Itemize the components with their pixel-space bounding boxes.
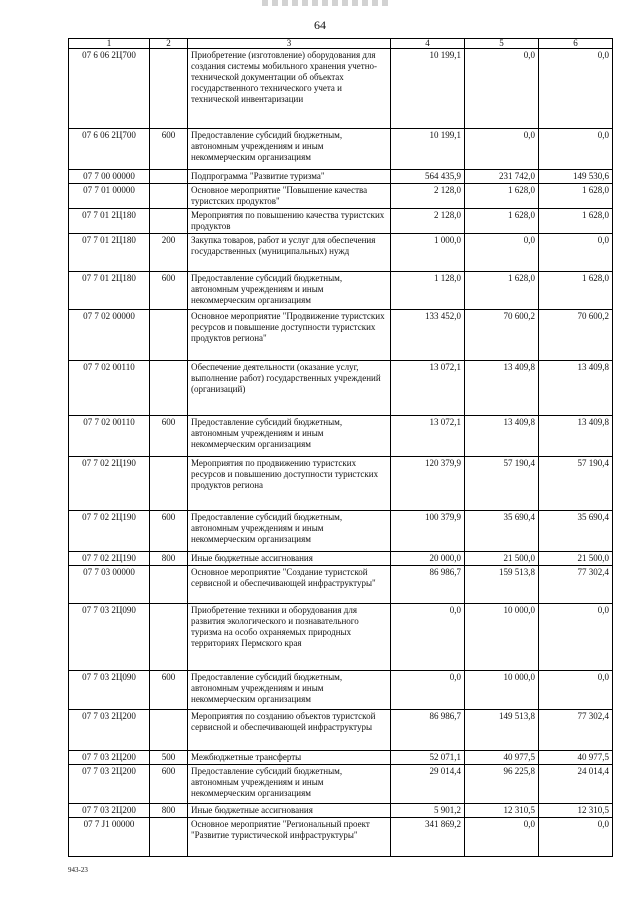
row-value-2022: 40 977,5 xyxy=(539,751,613,765)
page-number: 64 xyxy=(314,18,326,32)
row-value-2022: 77 302,4 xyxy=(539,710,613,751)
row-value-2020: 86 986,7 xyxy=(391,710,465,751)
row-value-2022: 70 600,2 xyxy=(539,310,613,361)
row-expense-type: 600 xyxy=(150,671,188,710)
row-code: 07 7 02 2Ц190 xyxy=(69,457,150,511)
row-value-2020: 0,0 xyxy=(391,604,465,671)
row-value-2020: 133 452,0 xyxy=(391,310,465,361)
row-expense-type: 800 xyxy=(150,552,188,566)
row-name: Подпрограмма "Развитие туризма" xyxy=(188,170,391,184)
row-value-2022: 24 014,4 xyxy=(539,765,613,804)
row-name: Основное мероприятие "Продвижение туристских ресурсов и повышение доступности туристских продуктов региона" xyxy=(188,310,391,361)
table-row xyxy=(69,604,613,671)
row-expense-type xyxy=(150,310,188,361)
row-value-2021: 10 000,0 xyxy=(465,671,539,710)
row-value-2021: 1 628,0 xyxy=(465,184,539,209)
row-value-2020: 564 435,9 xyxy=(391,170,465,184)
row-expense-type: 600 xyxy=(150,416,188,457)
row-expense-type xyxy=(150,604,188,671)
table-row xyxy=(69,552,613,566)
row-name: Закупка товаров, работ и услуг для обеспечения государственных (муниципальных) нужд xyxy=(188,234,391,272)
row-value-2022: 0,0 xyxy=(539,49,613,129)
row-value-2022: 57 190,4 xyxy=(539,457,613,511)
row-value-2021: 0,0 xyxy=(465,49,539,129)
row-code: 07 6 06 2Ц700 xyxy=(69,129,150,170)
table-header xyxy=(69,39,613,49)
row-value-2020: 10 199,1 xyxy=(391,129,465,170)
row-value-2022: 1 628,0 xyxy=(539,184,613,209)
table-row xyxy=(69,49,613,129)
row-code: 07 7 03 2Ц090 xyxy=(69,671,150,710)
row-expense-type: 600 xyxy=(150,129,188,170)
row-code: 07 7 03 2Ц200 xyxy=(69,804,150,818)
row-value-2021: 40 977,5 xyxy=(465,751,539,765)
row-value-2022: 149 530,6 xyxy=(539,170,613,184)
row-code: 07 7 03 2Ц200 xyxy=(69,765,150,804)
row-code: 07 7 03 2Ц200 xyxy=(69,710,150,751)
row-name: Обеспечение деятельности (оказание услуг, выполнение работ) государственных учреждений (организаций) xyxy=(188,361,391,416)
row-name: Основное мероприятие "Создание туристской сервисной и обеспечивающей инфраструктуры" xyxy=(188,566,391,604)
row-name: Предоставление субсидий бюджетным, автономным учреждениям и иным некоммерческим организациям xyxy=(188,129,391,170)
table-row xyxy=(69,310,613,361)
row-expense-type: 800 xyxy=(150,804,188,818)
table-row xyxy=(69,710,613,751)
header-col-3: 3 xyxy=(188,39,391,49)
row-value-2021: 70 600,2 xyxy=(465,310,539,361)
row-value-2022: 0,0 xyxy=(539,234,613,272)
row-value-2021: 21 500,0 xyxy=(465,552,539,566)
row-value-2020: 2 128,0 xyxy=(391,209,465,234)
row-value-2020: 86 986,7 xyxy=(391,566,465,604)
table-row xyxy=(69,209,613,234)
row-name: Мероприятия по продвижению туристских ресурсов и повышению доступности туристских продуктов региона xyxy=(188,457,391,511)
table-row xyxy=(69,361,613,416)
row-value-2021: 0,0 xyxy=(465,818,539,857)
row-value-2020: 13 072,1 xyxy=(391,416,465,457)
header-col-5: 5 xyxy=(465,39,539,49)
row-name: Приобретение (изготовление) оборудования для создания системы мобильного хранения учетно-технической документации об объектах государственного технического учета и технической инвентаризации xyxy=(188,49,391,129)
row-value-2022: 21 500,0 xyxy=(539,552,613,566)
row-expense-type xyxy=(150,184,188,209)
row-code: 07 7 02 2Ц190 xyxy=(69,552,150,566)
row-expense-type: 200 xyxy=(150,234,188,272)
row-value-2021: 96 225,8 xyxy=(465,765,539,804)
table-row xyxy=(69,129,613,170)
budget-table xyxy=(68,38,613,857)
row-value-2021: 35 690,4 xyxy=(465,511,539,552)
row-value-2020: 120 379,9 xyxy=(391,457,465,511)
row-expense-type xyxy=(150,49,188,129)
row-value-2020: 1 128,0 xyxy=(391,272,465,310)
row-expense-type xyxy=(150,209,188,234)
row-value-2021: 1 628,0 xyxy=(465,272,539,310)
row-code: 07 7 02 2Ц190 xyxy=(69,511,150,552)
table-row xyxy=(69,818,613,857)
row-name: Предоставление субсидий бюджетным, автономным учреждениям и иным некоммерческим организациям xyxy=(188,671,391,710)
row-value-2022: 0,0 xyxy=(539,671,613,710)
table-row xyxy=(69,457,613,511)
row-value-2022: 1 628,0 xyxy=(539,209,613,234)
row-name: Межбюджетные трансферты xyxy=(188,751,391,765)
row-name: Мероприятия по повышению качества туристских продуктов xyxy=(188,209,391,234)
row-code: 07 6 06 2Ц700 xyxy=(69,49,150,129)
row-value-2020: 20 000,0 xyxy=(391,552,465,566)
row-name: Основное мероприятие "Региональный проект "Развитие туристической инфраструктуры" xyxy=(188,818,391,857)
row-name: Иные бюджетные ассигнования xyxy=(188,804,391,818)
row-value-2022: 12 310,5 xyxy=(539,804,613,818)
table-body xyxy=(69,49,613,857)
row-code: 07 7 01 00000 xyxy=(69,184,150,209)
row-expense-type: 600 xyxy=(150,765,188,804)
row-name: Предоставление субсидий бюджетным, автономным учреждениям и иным некоммерческим организациям xyxy=(188,765,391,804)
row-name: Иные бюджетные ассигнования xyxy=(188,552,391,566)
row-value-2020: 0,0 xyxy=(391,671,465,710)
row-value-2021: 13 409,8 xyxy=(465,416,539,457)
table-row xyxy=(69,765,613,804)
row-value-2020: 2 128,0 xyxy=(391,184,465,209)
table-row xyxy=(69,566,613,604)
row-expense-type xyxy=(150,818,188,857)
row-code: 07 7 01 2Ц180 xyxy=(69,272,150,310)
row-expense-type xyxy=(150,710,188,751)
row-code: 07 7 J1 00000 xyxy=(69,818,150,857)
row-value-2021: 149 513,8 xyxy=(465,710,539,751)
row-expense-type: 600 xyxy=(150,272,188,310)
row-value-2021: 1 628,0 xyxy=(465,209,539,234)
row-value-2021: 231 742,0 xyxy=(465,170,539,184)
row-code: 07 7 02 00110 xyxy=(69,416,150,457)
row-expense-type xyxy=(150,566,188,604)
table-row xyxy=(69,511,613,552)
row-value-2020: 52 071,1 xyxy=(391,751,465,765)
row-value-2020: 100 379,9 xyxy=(391,511,465,552)
table-row xyxy=(69,170,613,184)
row-code: 07 7 03 2Ц090 xyxy=(69,604,150,671)
row-value-2020: 1 000,0 xyxy=(391,234,465,272)
row-name: Приобретение техники и оборудования для развития экологического и познавательного туризма на особо охраняемых природных территориях Пермского края xyxy=(188,604,391,671)
table-row xyxy=(69,234,613,272)
row-code: 07 7 02 00110 xyxy=(69,361,150,416)
row-value-2022: 0,0 xyxy=(539,818,613,857)
row-value-2022: 35 690,4 xyxy=(539,511,613,552)
row-code: 07 7 03 2Ц200 xyxy=(69,751,150,765)
row-code: 07 7 00 00000 xyxy=(69,170,150,184)
row-code: 07 7 03 00000 xyxy=(69,566,150,604)
header-col-1: 1 xyxy=(69,39,150,49)
scan-smudge xyxy=(262,0,392,6)
row-value-2021: 57 190,4 xyxy=(465,457,539,511)
row-value-2020: 341 869,2 xyxy=(391,818,465,857)
row-code: 07 7 02 00000 xyxy=(69,310,150,361)
row-value-2020: 10 199,1 xyxy=(391,49,465,129)
row-expense-type xyxy=(150,170,188,184)
row-name: Предоставление субсидий бюджетным, автономным учреждениям и иным некоммерческим организациям xyxy=(188,416,391,457)
row-value-2022: 13 409,8 xyxy=(539,361,613,416)
row-value-2022: 77 302,4 xyxy=(539,566,613,604)
row-value-2021: 159 513,8 xyxy=(465,566,539,604)
row-value-2021: 13 409,8 xyxy=(465,361,539,416)
table-row xyxy=(69,804,613,818)
row-value-2022: 1 628,0 xyxy=(539,272,613,310)
row-value-2020: 29 014,4 xyxy=(391,765,465,804)
row-name: Основное мероприятие "Повышение качества туристских продуктов" xyxy=(188,184,391,209)
header-row xyxy=(69,39,613,49)
row-value-2022: 13 409,8 xyxy=(539,416,613,457)
row-value-2022: 0,0 xyxy=(539,129,613,170)
row-expense-type: 500 xyxy=(150,751,188,765)
footer-code: 943-23 xyxy=(68,866,88,874)
header-col-6: 6 xyxy=(539,39,613,49)
row-name: Предоставление субсидий бюджетным, автономным учреждениям и иным некоммерческим организациям xyxy=(188,272,391,310)
row-code: 07 7 01 2Ц180 xyxy=(69,234,150,272)
row-expense-type xyxy=(150,361,188,416)
table-row xyxy=(69,416,613,457)
row-value-2020: 5 901,2 xyxy=(391,804,465,818)
row-value-2021: 0,0 xyxy=(465,129,539,170)
row-value-2021: 12 310,5 xyxy=(465,804,539,818)
row-expense-type xyxy=(150,457,188,511)
table-row xyxy=(69,184,613,209)
row-value-2020: 13 072,1 xyxy=(391,361,465,416)
row-value-2022: 0,0 xyxy=(539,604,613,671)
row-value-2021: 10 000,0 xyxy=(465,604,539,671)
row-value-2021: 0,0 xyxy=(465,234,539,272)
row-name: Предоставление субсидий бюджетным, автономным учреждениям и иным некоммерческим организациям xyxy=(188,511,391,552)
header-col-2: 2 xyxy=(150,39,188,49)
header-col-4: 4 xyxy=(391,39,465,49)
row-name: Мероприятия по созданию объектов туристской сервисной и обеспечивающей инфраструктуры xyxy=(188,710,391,751)
table-row xyxy=(69,272,613,310)
table-row xyxy=(69,671,613,710)
table-row xyxy=(69,751,613,765)
row-code: 07 7 01 2Ц180 xyxy=(69,209,150,234)
row-expense-type: 600 xyxy=(150,511,188,552)
